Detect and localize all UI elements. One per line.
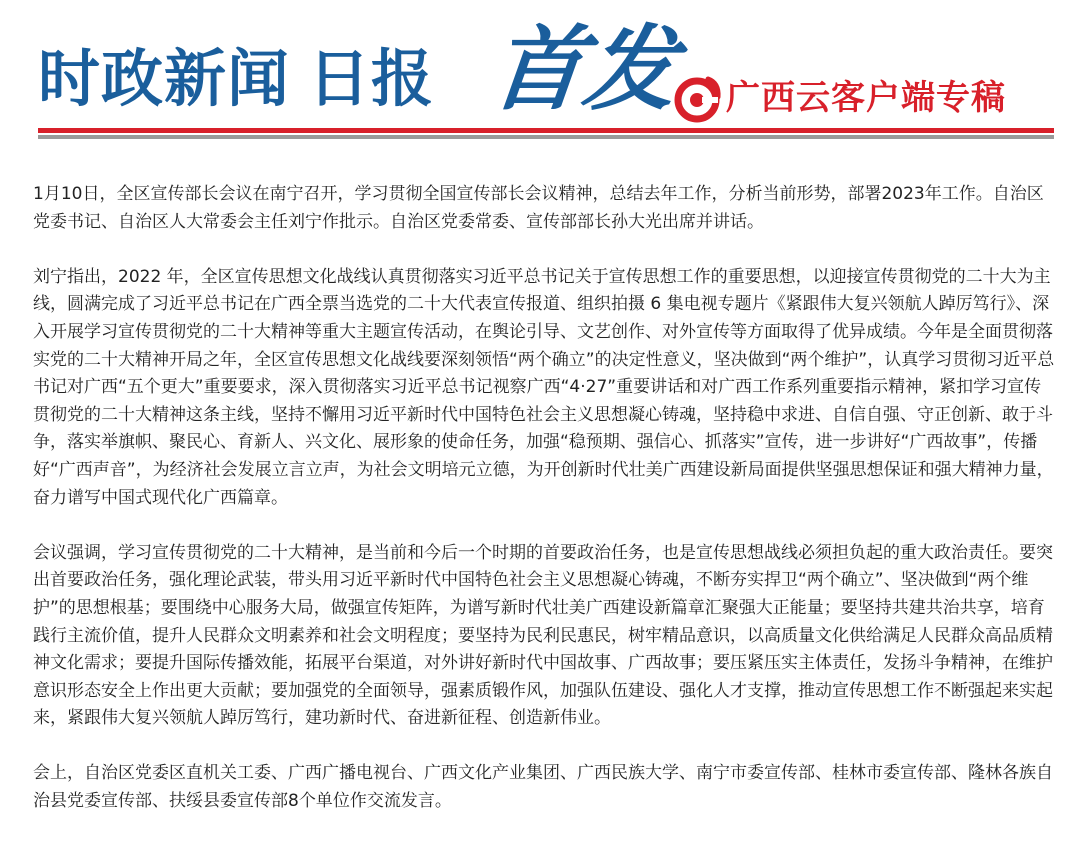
header-banner xyxy=(0,0,1083,160)
article-paragraph: 刘宁指出，2022 年，全区宣传思想文化战线认真贯彻落实习近平总书记关于宣传思想工作的重要思想，以迎接宣传贯彻党的二十大为主线，圆满完成了习近平总书记在广西全票当选党的二十大代表宣传报道、组织拍摄 6 集电视专题片《紧跟伟大复兴领航人踔厉笃行》、深入开展学习宣传贯彻党的二十大精神等重大主题宣传活动，在舆论引导、文艺创作、对外宣传等方面取得了优异成绩。今年是全面贯彻落实党的二十大精神开局之年，全区宣传思想文化战线要深刻领悟“两个确立”的决定性意义，坚决做到“两个维护”，认真学习贯彻习近平总书记对广西“五个更大”重要要求，深入贯彻落实习近平总书记视察广西“4·27”重要讲话和对广西工作系列重要指示精神，紧扣学习宣传贯彻党的二十大精神这条主线，坚持不懈用习近平新时代中国特色社会主义思想凝心铸魂，坚持稳中求进、自信自强、守正创新、敢于斗争，落实举旗帜、聚民心、育新人、兴文化、展形象的使命任务，加强“稳预期、强信心、抓落实”宣传，进一步讲好“广西故事”，传播好“广西声音”，为经济社会发展立言立声，为社会文明培元立德，为开创新时代壮美广西建设新局面提供坚强思想保证和强大精神力量，奋力谱写中国式现代化广西篇章。 xyxy=(33,266,1055,508)
banner-title-news: 时政新闻 xyxy=(38,42,291,115)
banner-divider-gray xyxy=(38,135,1054,139)
banner-divider-red xyxy=(38,128,1054,133)
article-paragraph: 会议强调，学习宣传贯彻党的二十大精神，是当前和今后一个时期的首要政治任务，也是宣传思想战线必须担负起的重大政治责任。要突出首要政治任务，强化理论武装，带头用习近平新时代中国特色社会主义思想凝心铸魂，不断夯实捍卫“两个确立”、坚决做到“两个维护”的思想根基；要围绕中心服务大局，做强宣传矩阵，为谱写新时代壮美广西建设新篇章汇聚强大正能量；要坚持共建共治共享，培育践行主流价值，提升人民群众文明素养和社会文明程度；要坚持为民利民惠民，树牢精品意识，以高质量文化供给满足人民群众高品质精神文化需求；要提升国际传播效能，拓展平台渠道，对外讲好新时代中国故事、广西故事；要压紧压实主体责任，发扬斗争精神，在维护意识形态安全上作出更大贡献；要加强党的全面领导，强素质锻作风，加强队伍建设、强化人才支撑，推动宣传思想工作不断强起来实起来，紧跟伟大复兴领航人踔厉笃行，建功新时代、奋进新征程、创造新伟业。 xyxy=(33,542,1053,729)
brand-name: 广西云客户端专稿 xyxy=(726,78,1006,118)
guangxiyun-logo-icon xyxy=(672,73,722,123)
banner-title-first-release: 首发 xyxy=(486,15,682,123)
article-paragraph: 1月10日，全区宣传部长会议在南宁召开，学习贯彻全国宣传部长会议精神，总结去年工作，分析当前形势，部署2023年工作。自治区党委书记、自治区人大常委会主任刘宁作批示。自治区党委常委、宣传部部长孙大光出席并讲话。 xyxy=(33,184,1044,232)
banner-title-daily: 日报 xyxy=(308,42,435,115)
banner-title xyxy=(38,44,434,114)
article-body xyxy=(33,181,1055,843)
brand-block xyxy=(672,70,1006,126)
article-paragraph: 会上，自治区党委区直机关工委、广西广播电视台、广西文化产业集团、广西民族大学、南宁市委宣传部、桂林市委宣传部、隆林各族自治县党委宣传部、扶绥县委宣传部8个单位作交流发言。 xyxy=(33,763,1053,812)
